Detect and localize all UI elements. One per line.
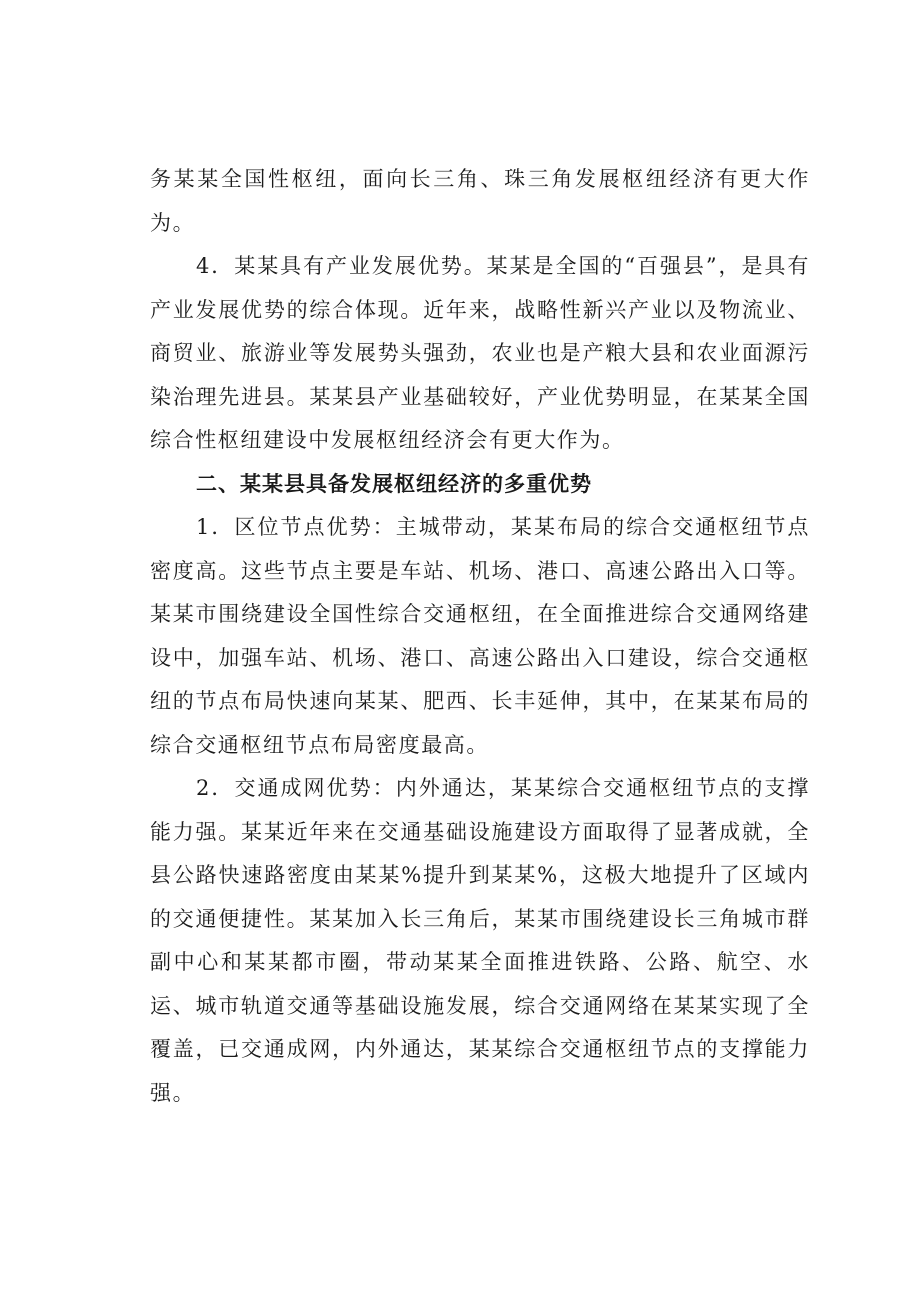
- document-body: [150, 158, 810, 1115]
- paragraph-location-advantage: 1．区位节点优势：主城带动，某某布局的综合交通枢纽节点密度高。这些节点主要是车站、机场、港口、高速公路出入口等。某某市围绕建设全国性综合交通枢纽，在全面推进综合交通网络建设中，加强车站、机场、港口、高速公路出入口建设，综合交通枢纽的节点布局快速向某某、肥西、长丰延伸，其中，在某某布局的综合交通枢纽节点布局密度最高。: [150, 515, 810, 757]
- section-heading: 二、某某县具备发展枢纽经济的多重优势: [196, 471, 592, 496]
- paragraph-transport-advantage: 2．交通成网优势：内外通达，某某综合交通枢纽节点的支撑能力强。某某近年来在交通基础设施建设方面取得了显著成就，全县公路快速路密度由某某%提升到某某%，这极大地提升了区域内的交通便捷性。某某加入长三角后，某某市围绕建设长三角城市群副中心和某某都市圈，带动某某全面推进铁路、公路、航空、水运、城市轨道交通等基础设施发展，综合交通网络在某某实现了全覆盖，已交通成网，内外通达，某某综合交通枢纽节点的支撑能力强。: [150, 776, 810, 1105]
- paragraph-industry-advantage: 4．某某具有产业发展优势。某某是全国的“百强县”，是具有产业发展优势的综合体现。近年来，战略性新兴产业以及物流业、商贸业、旅游业等发展势头强劲，农业也是产粮大县和农业面源污染治理先进县。某某县产业基础较好，产业优势明显，在某某全国综合性枢纽建设中发展枢纽经济会有更大作为。: [150, 254, 810, 452]
- paragraph-continuation: 务某某全国性枢纽，面向长三角、珠三角发展枢纽经济有更大作为。: [150, 167, 810, 235]
